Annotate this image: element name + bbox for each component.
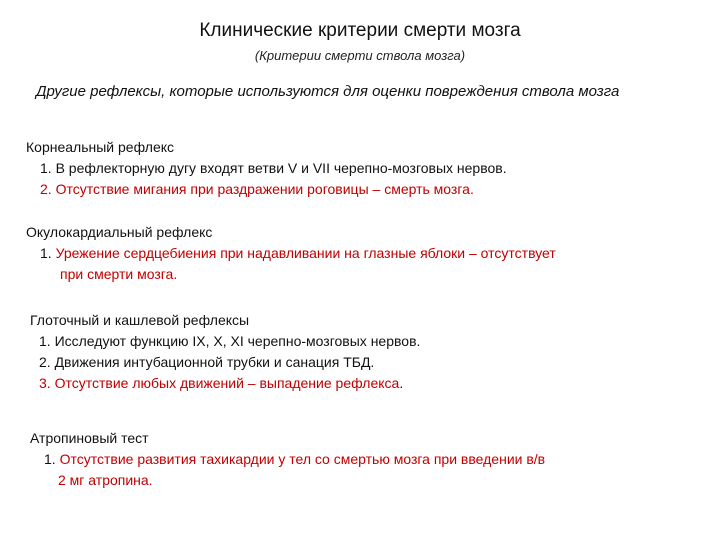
item-number: 3. [39, 375, 51, 391]
section-heading: Окулокардиальный рефлекс [26, 224, 213, 240]
list-item [26, 243, 556, 285]
item-tail: . [399, 375, 404, 391]
item-text-continued: 2 мг атропина. [58, 472, 153, 488]
list-item [30, 352, 420, 373]
item-number: 1. [40, 160, 52, 176]
item-number: 1. [39, 333, 51, 349]
item-number: 2. [39, 354, 51, 370]
item-number: 2. [40, 181, 52, 197]
section-corneal-reflex [26, 137, 507, 200]
item-text: Отсутствие мигания при раздражении роговицы – смерть мозга. [55, 181, 474, 197]
item-text: Урежение сердцебиения при надавливании на глазные яблоки – отсутствует [55, 245, 556, 261]
slide-subtitle: (Критерии смерти ствола мозга) [254, 48, 466, 63]
item-number: 1. [44, 451, 56, 467]
slide-title: Клинические критерии смерти мозга [199, 20, 521, 41]
item-number: 1. [40, 245, 52, 261]
item-text: В рефлекторную дугу входят ветви V и VII черепно-мозговых нервов. [55, 160, 507, 176]
item-text-continued: при смерти мозга. [60, 266, 178, 282]
section-heading: Корнеальный рефлекс [26, 139, 175, 155]
section-oculocardiac-reflex [26, 222, 556, 285]
list-item [30, 373, 420, 394]
item-text: Движения интубационной трубки и санация ТБД. [54, 354, 375, 370]
list-item [26, 179, 507, 200]
list-item [26, 158, 507, 179]
item-text: Отсутствие любых движений – выпадение рефлекса [54, 375, 400, 391]
section-heading: Атропиновый тест [30, 430, 149, 446]
list-item [30, 449, 545, 491]
section-pharyngeal-cough-reflexes [30, 310, 420, 394]
section-atropine-test [30, 428, 545, 491]
item-text: Исследуют функцию IX, X, XI черепно-мозговых нервов. [54, 333, 421, 349]
item-text: Отсутствие развития тахикардии у тел со смертью мозга при введении в/в [59, 451, 546, 467]
lead-text: Другие рефлексы, которые используются для оценки повреждения ствола мозга [36, 83, 620, 100]
list-item [30, 331, 420, 352]
section-heading: Глоточный и кашлевой рефлексы [30, 312, 250, 328]
